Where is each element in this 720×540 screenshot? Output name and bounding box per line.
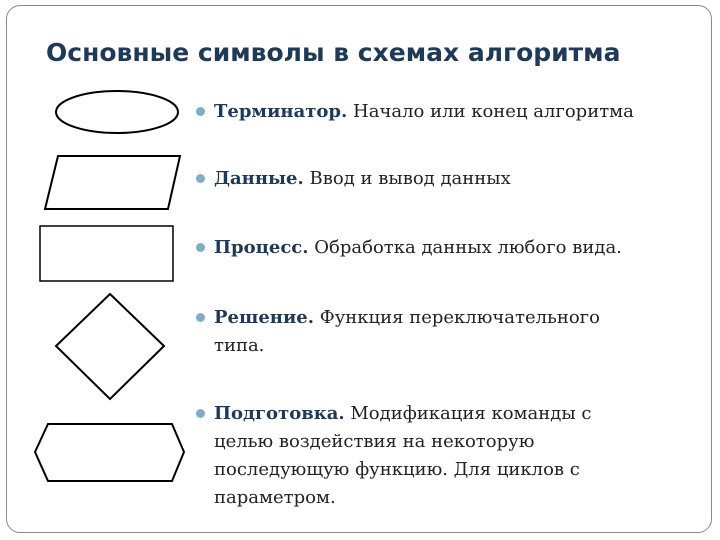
term-description: Ввод и вывод данных [309, 168, 511, 189]
bullet-decision [196, 304, 656, 360]
term-label: Решение. [214, 307, 315, 328]
bullet-terminator [196, 98, 686, 126]
bullet-dot [196, 174, 205, 183]
term-label: Терминатор. [214, 101, 348, 122]
bullet-preparation [196, 400, 656, 512]
bullet-dot [196, 107, 205, 116]
slide-title: Основные символы в схемах алгоритма [46, 38, 621, 67]
term-label: Данные. [214, 168, 304, 189]
bullet-dot [196, 243, 205, 252]
bullet-dot [196, 409, 205, 418]
term-description: Модификация команды с целью воздействия на некоторую последующую функцию. Для циклов с параметром. [214, 403, 592, 508]
bullet-process [196, 234, 686, 262]
term-description: Функция переключательного типа. [214, 307, 600, 356]
term-label: Подготовка. [214, 403, 345, 424]
term-label: Процесс. [214, 237, 309, 258]
term-description: Начало или конец алгоритма [353, 101, 634, 122]
bullet-data [196, 165, 686, 193]
term-description: Обработка данных любого вида. [314, 237, 622, 258]
bullet-dot [196, 313, 205, 322]
